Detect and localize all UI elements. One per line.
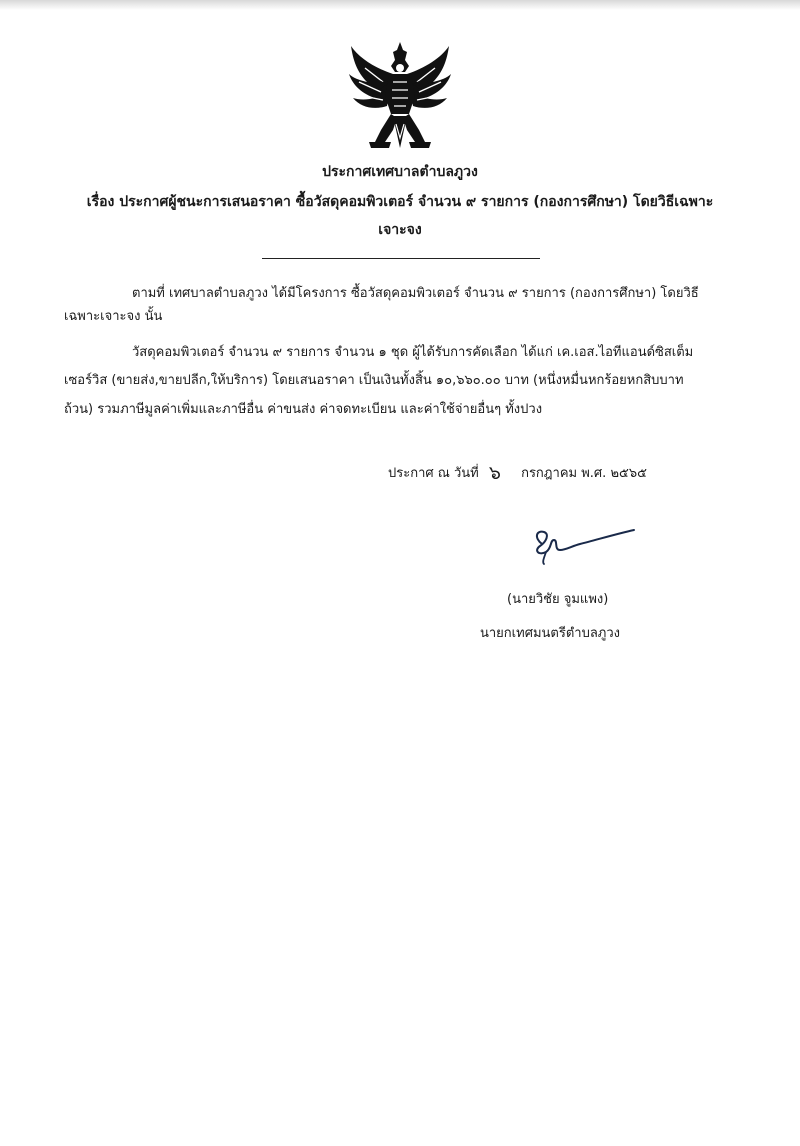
body-paragraph1-line2: เฉพาะเจาะจง นั้น xyxy=(64,309,163,324)
date-day-handwritten: ๖ xyxy=(488,462,501,484)
document-subject-line1: เรื่อง ประกาศผู้ชนะการเสนอราคา ซื้อวัสดุคอมพิวเตอร์ จำนวน ๙ รายการ (กองการศึกษา) โดยวิธีเฉพาะ xyxy=(86,194,714,210)
body-paragraph2-line2: เซอร์วิส (ขายส่ง,ขายปลีก,ให้บริการ) โดยเสนอราคา เป็นเงินทั้งสิ้น ๑๐,๖๖๐.๐๐ บาท (หนึ่งหมื่นหกร้อยหกสิบบาท xyxy=(64,373,684,388)
body-paragraph1-line1: ตามที่ เทศบาลตำบลภูวง ได้มีโครงการ ซื้อวัสดุคอมพิวเตอร์ จำนวน ๙ รายการ (กองการศึกษา) โดยวิธี xyxy=(132,286,699,301)
body-paragraph2-line1: วัสดุคอมพิวเตอร์ จำนวน ๙ รายการ จำนวน ๑ ชุด ผู้ได้รับการคัดเลือก ได้แก่ เค.เอส.ไอทีแอนด์ซิสเต็ม xyxy=(132,345,694,360)
body-paragraph2-line3: ถ้วน) รวมภาษีมูลค่าเพิ่มและภาษีอื่น ค่าขนส่ง ค่าจดทะเบียน และค่าใช้จ่ายอื่นๆ ทั้งปวง xyxy=(64,402,543,417)
garuda-emblem-icon xyxy=(345,38,455,152)
heading-divider xyxy=(262,258,540,259)
announcement-date xyxy=(388,462,647,485)
document-subject-line2: เจาะจง xyxy=(378,222,422,238)
date-month-year: กรกฎาคม พ.ศ. ๒๕๖๕ xyxy=(521,466,647,481)
signatory-name: (นายวิชัย จูมแพง) xyxy=(507,592,609,607)
signatory-title: นายกเทศมนตรีตำบลภูวง xyxy=(480,626,620,641)
handwritten-signature xyxy=(520,520,640,570)
scan-edge-artifact xyxy=(0,0,800,10)
document-org-heading: ประกาศเทศบาลตำบลภูวง xyxy=(322,164,478,180)
date-prefix: ประกาศ ณ วันที่ xyxy=(388,466,479,481)
